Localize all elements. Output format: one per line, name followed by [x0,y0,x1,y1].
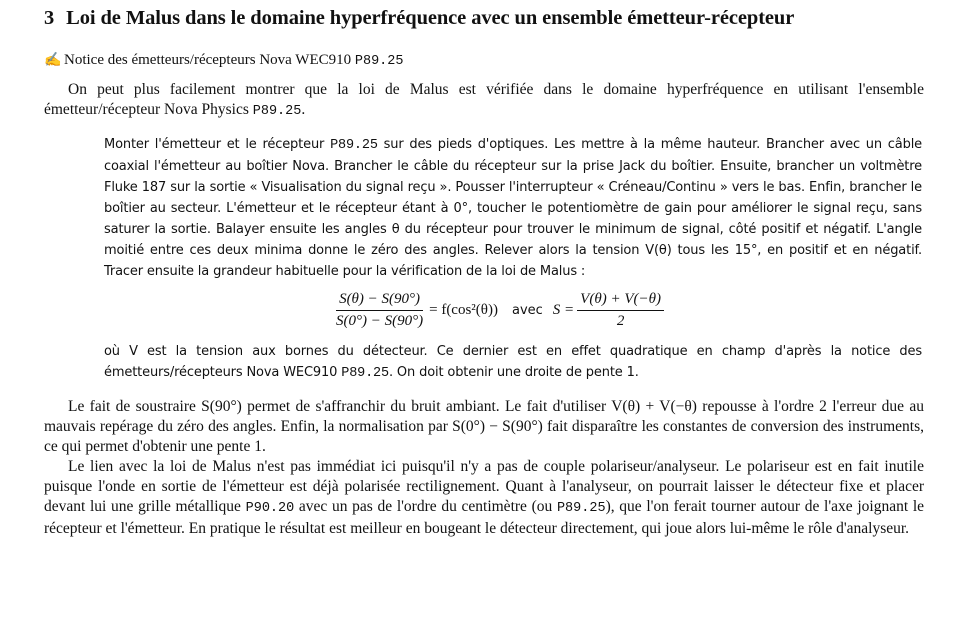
section-number: 3 [44,7,55,29]
paragraph-2-code-1: P90.20 [245,501,295,516]
fraction-normalized [333,291,426,330]
notice-reference [44,52,403,69]
section-title: Loi de Malus dans le domaine hyperfréquence avec un ensemble émetteur-récepteur [66,7,795,29]
fraction-s-numerator: V(θ) + V(−θ) [577,291,664,311]
paragraph-2-text-2: avec un pas de l'ordre du centimètre (ou [298,498,553,515]
pencil-icon: ✍ [44,53,62,68]
formula-avec: avec [511,302,543,318]
protocol2-text-2: . On doit obtenir une droite de pente 1. [388,365,639,380]
protocol-text-1: Monter l'émetteur et le récepteur [104,137,325,152]
intro-paragraph [44,80,924,122]
formula-equals: = f(cos²(θ)) [429,301,498,318]
intro-code: P89.25 [252,104,302,119]
fraction-s-denominator: 2 [616,312,625,329]
fraction-denominator: S(0°) − S(90°) [336,312,424,329]
protocol2-code: P89.25 [341,366,389,381]
protocol2-text-1: où V est la tension aux bornes du détecteur. Ce dernier est en effet quadratique en champ d'après la notice des émetteurs/récepteurs Nova WEC910 [104,344,922,380]
notice-text: Notice des émetteurs/récepteurs Nova WEC910 [64,52,352,68]
notice-code: P89.25 [354,54,404,69]
intro-end: . [301,101,306,118]
paragraph-2-text-3: ), que l'on ferait tourner autour de l'axe joignant le récepteur et l'émetteur. En pratique le résultat est meilleur en bougeant le détecteur directement, qui joue alors lui-même le rôle d'analyseur. [44,498,925,537]
paragraph-explanation [44,397,924,457]
fraction-numerator: S(θ) − S(90°) [336,291,423,311]
protocol-block-2 [104,341,922,384]
paragraph-2-code-2: P89.25 [556,501,606,516]
formula-s-equals: S = [552,301,575,318]
paragraph-1-text: Le fait de soustraire S(90°) permet de s'affranchir du bruit ambiant. Le fait d'utiliser V(θ) + V(−θ) repousse à l'ordre 2 l'erreur due au mauvais repérage du zéro des angles. Enfin, la normalisation par S(0°) − S(90°) fait disparaître les constantes de conversion des instruments, ce qui permet d'obtenir une pente 1. [44,398,924,455]
paragraph-2-text-1: Le lien avec la loi de Malus n'est pas immédiat ici puisqu'il n'y a pas de couple polariseur/analyseur. Le polariseur est en fait inutile puisque l'onde en sortie de l'émetteur est déjà polarisée rectilignement. Quant à l'analyseur, on pourrait laisser le détecteur fixe et placer devant lui une grille métallique [44,458,924,515]
paragraph-malus-link [44,457,924,539]
section-heading [44,7,794,30]
fraction-s [577,291,664,330]
malus-formula [330,288,667,332]
protocol-text-2: sur des pieds d'optiques. Les mettre à la même hauteur. Brancher avec un câble coaxial l'émetteur au boîtier Nova. Brancher le câble du récepteur sur la prise Jack du boîtier. Ensuite, brancher un voltmètre Fluke 187 sur la sortie « Visualisation du signal reçu ». Pousser l'interrupteur « Créneau/Continu » vers le bas. Enfin, brancher le boîtier au secteur. L'émetteur et le récepteur étant à 0°, toucher le potentiomètre de gain pour améliorer le signal reçu, sans saturer la sortie. Balayer ensuite les angles θ du récepteur pour trouver le minimum de signal, côté positif et négatif. L'angle moitié entre ces deux minima donne le zéro des angles. Relever alors la tension V(θ) tous les 15°, en positif et en négatif. Tracer ensuite la grandeur habituelle pour la vérification de la loi de Malus : [104,137,923,279]
protocol-block [104,134,922,282]
intro-text: On peut plus facilement montrer que la loi de Malus est vérifiée dans le domaine hyperfréquence en utilisant l'ensemble émetteur/récepteur Nova Physics [44,81,924,118]
protocol-code-1: P89.25 [330,138,378,153]
